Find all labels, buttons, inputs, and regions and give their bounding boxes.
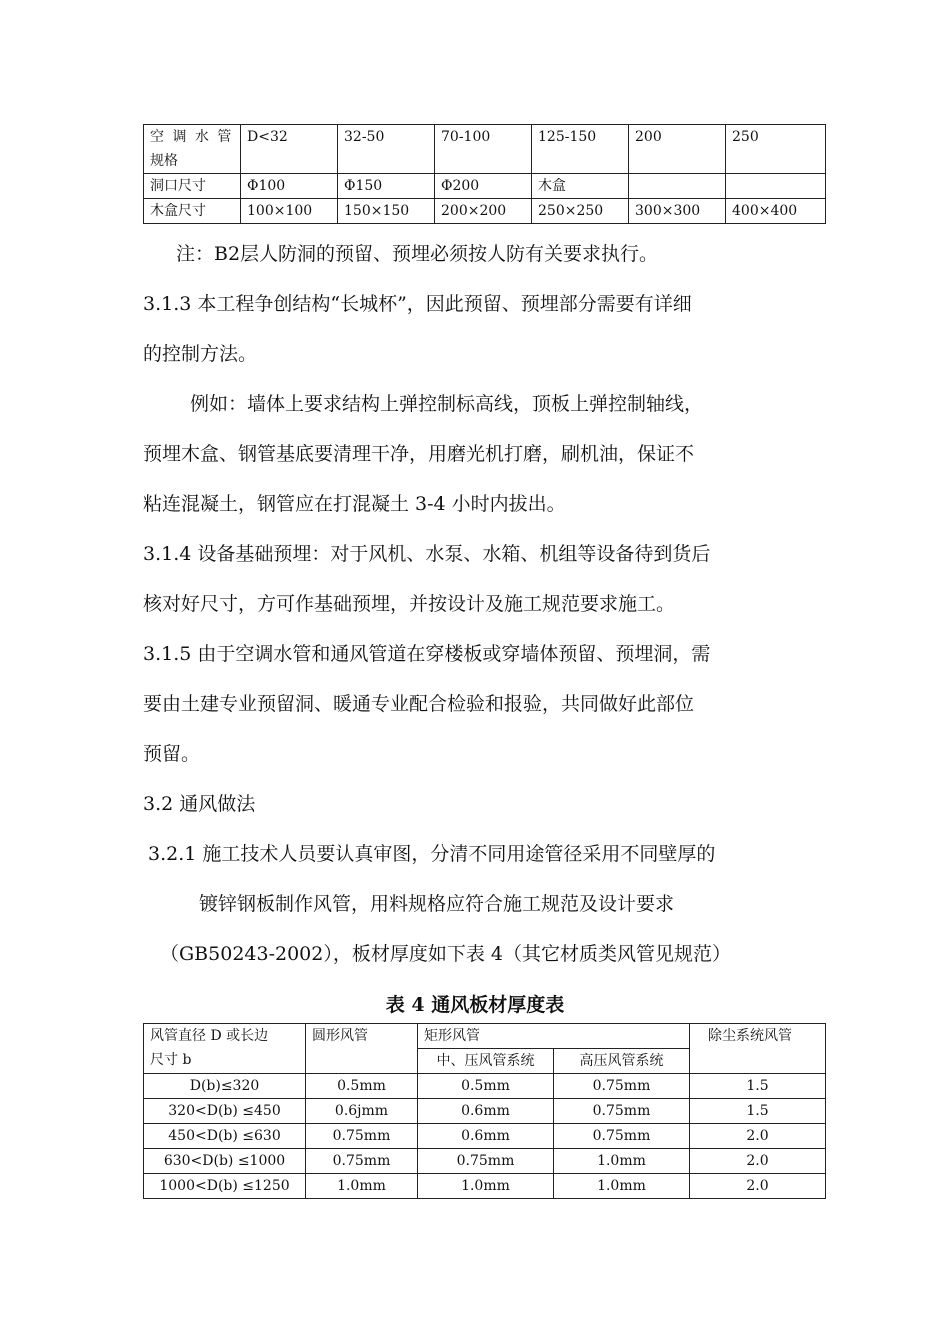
table-cell: 0.75mm [306,1149,418,1174]
note-text: 注：B2层人防洞的预留、预埋必须按人防有关要求执行。 [176,243,659,265]
table-cell: 0.5mm [306,1074,418,1099]
table-cell: 1.5 [690,1099,826,1124]
table-cell: 1.0mm [418,1174,554,1199]
table-header-cell: 圆形风管 [306,1024,418,1074]
table-header-cell: D<32 [241,125,338,174]
table-cell: 2.0 [690,1124,826,1149]
paragraph-line: 粘连混凝土，钢管应在打混凝土 3-4 小时内拔出。 [143,493,566,515]
table-cell: 2.0 [690,1174,826,1199]
table-cell: 1.0mm [554,1149,690,1174]
pipe-size-table [143,124,826,224]
table-cell: 0.75mm [554,1099,690,1124]
table-cell: 100×100 [241,199,338,224]
header-line: 规格 [150,153,178,169]
table-row [144,199,826,224]
table-cell: 1.0mm [554,1174,690,1199]
table-cell [629,174,726,199]
table-row [144,125,826,174]
table-cell: 1.0mm [306,1174,418,1199]
paragraph-line: 3.1.3 本工程争创结构“长城杯”，因此预留、预埋部分需要有详细 [143,293,692,315]
table-cell: 250×250 [532,199,629,224]
header-line: 尺寸 b [150,1052,192,1068]
table-cell: 洞口尺寸 [144,174,241,199]
table-cell: 300×300 [629,199,726,224]
table-header-cell: 200 [629,125,726,174]
table-cell: 木盒 [532,174,629,199]
table-cell: 400×400 [726,199,826,224]
table-row [144,1074,826,1099]
paragraph-line: 要由土建专业预留洞、暖通专业配合检验和报验，共同做好此部位 [143,693,695,715]
table-cell: 0.75mm [306,1124,418,1149]
paragraph-line: 预留。 [143,743,201,765]
table-row [144,1124,826,1149]
table-header-cell: 矩形风管 [418,1024,690,1049]
table-header-cell [144,1024,306,1074]
table-cell: Φ100 [241,174,338,199]
table-header-cell: 125-150 [532,125,629,174]
table-cell: 0.6mm [418,1099,554,1124]
section-heading: 3.2 通风做法 [143,793,256,815]
table-cell: 150×150 [338,199,435,224]
table-cell: 1000<D(b) ≤1250 [144,1174,306,1199]
table-cell: 450<D(b) ≤630 [144,1124,306,1149]
table-row [144,1099,826,1124]
table-cell: 320<D(b) ≤450 [144,1099,306,1124]
table-cell: D(b)≤320 [144,1074,306,1099]
table-header-cell: 32-50 [338,125,435,174]
table-header-cell: 250 [726,125,826,174]
paragraph-line: 例如：墙体上要求结构上弹控制标高线，顶板上弹控制轴线， [190,393,704,415]
table-cell: 木盒尺寸 [144,199,241,224]
paragraph-line: 核对好尺寸，方可作基础预埋，并按设计及施工规范要求施工。 [143,593,676,615]
paragraph-line: 3.1.5 由于空调水管和通风管道在穿楼板或穿墙体预留、预埋洞，需 [143,643,711,665]
paragraph-line: 3.1.4 设备基础预埋：对于风机、水泵、水箱、机组等设备待到货后 [143,543,711,565]
table-cell: 0.5mm [418,1074,554,1099]
paragraph-line: 预埋木盒、钢管基底要清理干净，用磨光机打磨，刷机油，保证不 [143,443,695,465]
paragraph-line: （GB50243-2002），板材厚度如下表 4（其它材质类风管见规范） [160,943,731,965]
table-cell [726,174,826,199]
table-cell: Φ200 [435,174,532,199]
paragraph-line: 镀锌钢板制作风管，用料规格应符合施工规范及设计要求 [199,893,675,915]
paragraph-line: 3.2.1 施工技术人员要认真审图，分清不同用途管径采用不同壁厚的 [148,843,716,865]
table-row [144,174,826,199]
table-header-cell: 中、压风管系统 [418,1049,554,1074]
table-cell: 200×200 [435,199,532,224]
table-cell: Φ150 [338,174,435,199]
paragraph-line: 的控制方法。 [143,343,258,365]
table-cell: 0.75mm [554,1124,690,1149]
table-title: 表 4 通风板材厚度表 [385,994,565,1016]
table-cell: 0.6jmm [306,1099,418,1124]
table-row [144,1024,826,1049]
table-cell: 0.6mm [418,1124,554,1149]
table-cell: 0.75mm [554,1074,690,1099]
table-row [144,1149,826,1174]
header-line: 空 调 水 管 [150,129,234,145]
table-cell: 2.0 [690,1149,826,1174]
table-cell: 1.5 [690,1074,826,1099]
table-row [144,1174,826,1199]
table-cell: 630<D(b) ≤1000 [144,1149,306,1174]
table-header-cell: 除尘系统风管 [690,1024,826,1074]
header-line: 风管直径 D 或长边 [150,1028,269,1044]
table-header-cell: 高压风管系统 [554,1049,690,1074]
table-header-cell: 70-100 [435,125,532,174]
table-header-cell [144,125,241,174]
table-cell: 0.75mm [418,1149,554,1174]
duct-thickness-table [143,1023,826,1199]
